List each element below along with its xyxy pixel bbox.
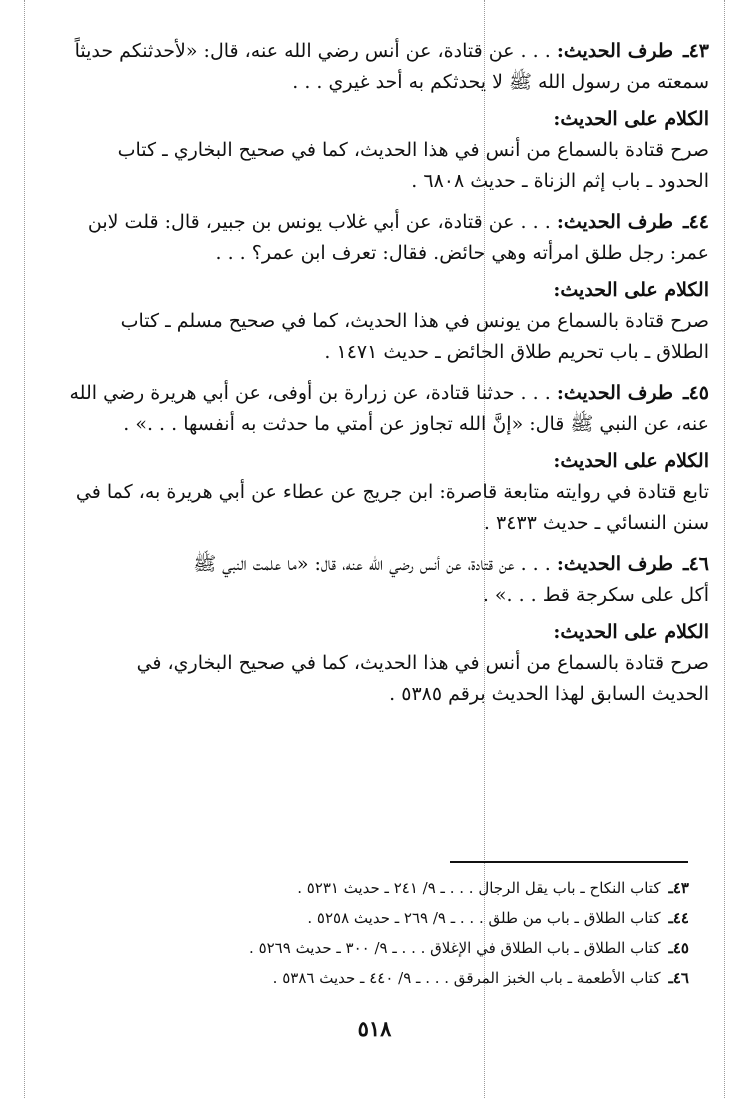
entry-text: . . . عن قتادة، عن أنس رضي الله عنه، قال: «ما علمت النبي ﷺ	[193, 553, 551, 575]
footnote-45	[200, 933, 689, 963]
footnote-separator	[450, 861, 688, 863]
footnote-number: ٤٥ـ	[668, 939, 689, 957]
entry-lead: طرف الحديث:	[556, 40, 673, 62]
footnotes	[200, 873, 689, 993]
comment-text: سنن النسائي ـ حديث ٣٤٣٣ .	[483, 512, 709, 534]
footnote-number: ٤٣ـ	[668, 879, 689, 897]
entry-number: ٤٥ـ	[683, 382, 709, 404]
footnote-44	[200, 903, 689, 933]
page-number: ٥١٨	[357, 1016, 392, 1041]
entry-number: ٤٦ـ	[683, 553, 709, 575]
footnote-number: ٤٤ـ	[668, 909, 689, 927]
entry-text: سمعته من رسول الله ﷺ لا يحدثكم به أحد غيري . . .	[292, 71, 709, 93]
comment-heading: الكلام على الحديث:	[553, 450, 709, 472]
margin-dotted-line-left	[24, 0, 25, 1098]
footnote-text: كتاب النكاح ـ باب يقل الرجال . . . ـ ٩/ ٢٤١ ـ حديث ٥٢٣١ .	[297, 879, 661, 897]
footnote-text: كتاب الطلاق ـ باب من طلق . . . ـ ٩/ ٢٦٩ ـ حديث ٥٢٥٨ .	[307, 909, 661, 927]
entry-lead: طرف الحديث:	[556, 553, 673, 575]
entry-text: أكل على سكرجة قط . . .» .	[482, 584, 709, 606]
hadith-entry-44	[40, 207, 709, 368]
comment-heading: الكلام على الحديث:	[553, 108, 709, 130]
entry-text: . . . عن قتادة، عن أبي غلاب يونس بن جبير، قال: قلت لابن	[87, 211, 551, 233]
entry-text: عنه، عن النبي ﷺ قال: «إنَّ الله تجاوز عن أمتي ما حدثت به أنفسها . . .» .	[123, 413, 709, 435]
entry-number: ٤٤ـ	[683, 211, 709, 233]
entry-text: . . . عن قتادة، عن أنس رضي الله عنه، قال: «لأحدثنكم حديثاً	[74, 40, 551, 62]
hadith-entries	[40, 36, 709, 720]
hadith-entry-43	[40, 36, 709, 197]
hadith-entry-45	[40, 378, 709, 539]
entry-text: . . . حدثنا قتادة، عن زرارة بن أوفى، عن أبي هريرة رضي الله	[69, 382, 551, 404]
comment-text: صرح قتادة بالسماع من يونس في هذا الحديث، كما في صحيح مسلم ـ كتاب	[120, 310, 709, 332]
footnote-text: كتاب الأطعمة ـ باب الخبز المرقق . . . ـ ٩/ ٤٤٠ ـ حديث ٥٣٨٦ .	[272, 969, 661, 987]
entry-text: عمر: رجل طلق امرأته وهي حائض. فقال: تعرف ابن عمر؟ . . .	[215, 242, 709, 264]
footnote-46	[200, 963, 689, 993]
comment-heading: الكلام على الحديث:	[553, 621, 709, 643]
entry-lead: طرف الحديث:	[556, 382, 673, 404]
footnote-number: ٤٦ـ	[668, 969, 689, 987]
comment-text: الحديث السابق لهذا الحديث برقم ٥٣٨٥ .	[389, 683, 709, 705]
comment-text: صرح قتادة بالسماع من أنس في هذا الحديث، كما في صحيح البخاري ـ كتاب	[117, 139, 709, 161]
comment-text: الطلاق ـ باب تحريم طلاق الحائض ـ حديث ١٤٧١ .	[324, 341, 709, 363]
comment-heading: الكلام على الحديث:	[553, 279, 709, 301]
footnote-text: كتاب الطلاق ـ باب الطلاق في الإغلاق . . . ـ ٩/ ٣٠٠ ـ حديث ٥٢٦٩ .	[249, 939, 661, 957]
footnote-43	[200, 873, 689, 903]
margin-dotted-line-right	[724, 0, 725, 1098]
hadith-entry-46	[40, 549, 709, 710]
comment-text: الحدود ـ باب إثم الزناة ـ حديث ٦٨٠٨ .	[411, 170, 709, 192]
comment-text: تابع قتادة في روايته متابعة قاصرة: ابن جريج عن عطاء عن أبي هريرة به، كما في	[75, 481, 709, 503]
entry-number: ٤٣ـ	[683, 40, 709, 62]
entry-lead: طرف الحديث:	[556, 211, 673, 233]
comment-text: صرح قتادة بالسماع من أنس في هذا الحديث، كما في صحيح البخاري، في	[136, 652, 709, 674]
